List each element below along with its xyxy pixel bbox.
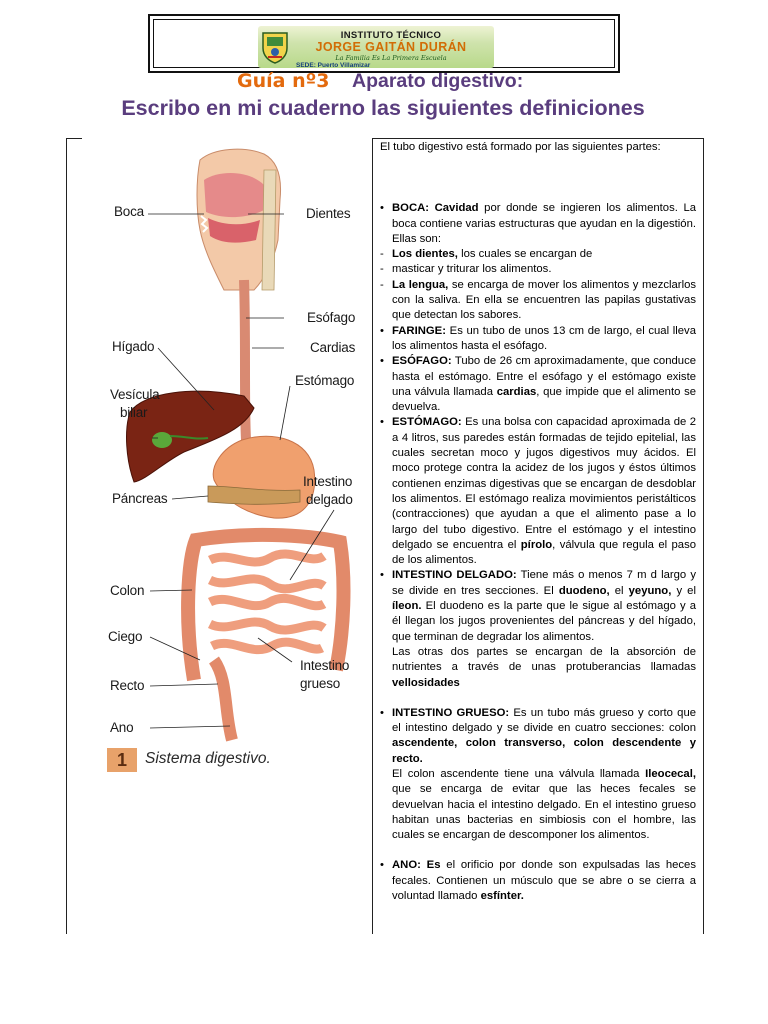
definitions-column bbox=[380, 140, 696, 904]
institute-motto: La Familia Es La Primera Escuela bbox=[335, 54, 447, 62]
definition-lengua: - La lengua, se encarga de mover los alimentos y mezclarlos con la saliva. En ella se encuentren las papilas gustativas que detectan los sabores. bbox=[380, 278, 697, 322]
label-vesicula: Vesícula bbox=[110, 387, 160, 402]
label-intestino-grueso-1: Intestino bbox=[300, 658, 350, 673]
label-esofago: Esófago bbox=[307, 310, 356, 325]
definition-intestino-delgado: • INTESTINO DELGADO: Tiene más o menos 7 m d largo y se divide en tres secciones. El duodeno, el yeyuno, y el íleon. El duodeno es la parte que le sigue al estómago y a él llegan los jugos provenientes del páncreas y del hígado, que terminan de degradar los alimentos. bbox=[380, 569, 696, 643]
label-intestino-grueso-2: grueso bbox=[300, 676, 341, 691]
definition-intestino-delgado-cont: Las otras dos partes se encargan de la absorción de nutrientes a través de unas protuberancias llamadas vellosidades bbox=[392, 645, 696, 689]
definition-ano: • ANO: Es el orificio por donde son expulsadas las heces fecales. Contienen un músculo que se abre o se cierra a voluntad llamado esfínter. bbox=[380, 859, 696, 903]
institute-sede: SEDE: Puerto Villamizar bbox=[296, 62, 371, 69]
topic-title: Aparato digestivo: bbox=[352, 70, 524, 92]
label-ano: Ano bbox=[110, 720, 134, 735]
label-cardias: Cardias bbox=[310, 340, 356, 355]
definition-faringe: • FARINGE: Es un tubo de unos 13 cm de largo, el cual lleva los alimentos hasta el esófago. bbox=[380, 324, 696, 352]
label-dientes: Dientes bbox=[306, 206, 351, 221]
label-biliar: biliar bbox=[120, 405, 148, 420]
label-recto: Recto bbox=[110, 678, 145, 693]
table-border-left bbox=[66, 138, 67, 934]
table-border-middle bbox=[372, 138, 373, 934]
definition-boca: • BOCA: Cavidad por donde se ingieren los alimentos. La boca contiene varias estructuras que ayudan en la digestión. Ellas son: bbox=[380, 202, 697, 245]
table-border-right bbox=[703, 138, 704, 934]
figure-caption: Sistema digestivo. bbox=[145, 750, 271, 767]
definition-esofago: • ESÓFAGO: Tubo de 26 cm aproximadamente, que conduce hasta el estómago. Entre el esófago y el estómago existe una válvula llamada cardias, que impide que el alimento se devuelva. bbox=[380, 355, 696, 414]
label-higado: Hígado bbox=[112, 339, 155, 354]
definition-intestino-grueso: • INTESTINO GRUESO: Es un tubo más grueso y corto que el intestino delgado y se divide en cuatro secciones: colon ascendente, colon transverso, colon descendente y recto. bbox=[380, 706, 697, 765]
institute-name-line2: JORGE GAITÁN DURÁN bbox=[315, 40, 467, 54]
institute-name-line1: INSTITUTO TÉCNICO bbox=[340, 30, 442, 41]
label-estomago: Estómago bbox=[295, 373, 355, 388]
table-border-top-left bbox=[66, 138, 82, 139]
definition-estomago: • ESTÓMAGO: Es una bolsa con capacidad aproximada de 2 a 4 litros, sus paredes están formadas de tejido epitelial, las cuales secretan moco y jugos digestivos muy ácidos. El moco protege contra la acidez de los jugos y éstos últimos contienen enzimas digestivas que se encargan de desdoblar los alimentos. El estómago realiza movimientos peristálticos (contracciones) que ayudan a que el alimento pase a lo largo del tubo digestivo. Entre el estómago y el intestino delgado se encuentra el pírolo, válvula que regula el paso de los alimentos. bbox=[380, 416, 697, 567]
figure-number: 1 bbox=[107, 748, 137, 772]
institution-banner bbox=[258, 26, 494, 68]
intro-paragraph: El tubo digestivo está formado por las siguientes partes: bbox=[380, 141, 661, 153]
guide-number: Guía nº3 bbox=[237, 70, 330, 92]
institution-header bbox=[148, 14, 620, 73]
label-intestino-delgado-1: Intestino bbox=[303, 474, 353, 489]
label-colon: Colon bbox=[110, 583, 145, 598]
definition-dientes: - Los dientes, los cuales se encargan de bbox=[380, 248, 593, 261]
label-boca: Boca bbox=[114, 204, 144, 219]
label-intestino-delgado-2: delgado bbox=[306, 492, 353, 507]
label-pancreas: Páncreas bbox=[112, 491, 168, 506]
guide-title-row bbox=[0, 70, 768, 96]
table-border-top-right bbox=[372, 138, 704, 139]
instruction-title: Escribo en mi cuaderno las siguientes definiciones bbox=[121, 96, 645, 120]
definition-dientes-cont: - masticar y triturar los alimentos. bbox=[380, 263, 552, 276]
definition-intestino-grueso-cont: El colon ascendente tiene una válvula llamada Ileocecal, que se encarga de evitar que las heces fecales se devuelvan hacia el intestino delgado. En el intestino grueso habitan unas bacterias en simbiosis con el hombre, las cuales se encargan de descomponer los alimentos. bbox=[392, 767, 696, 842]
label-ciego: Ciego bbox=[108, 629, 143, 644]
